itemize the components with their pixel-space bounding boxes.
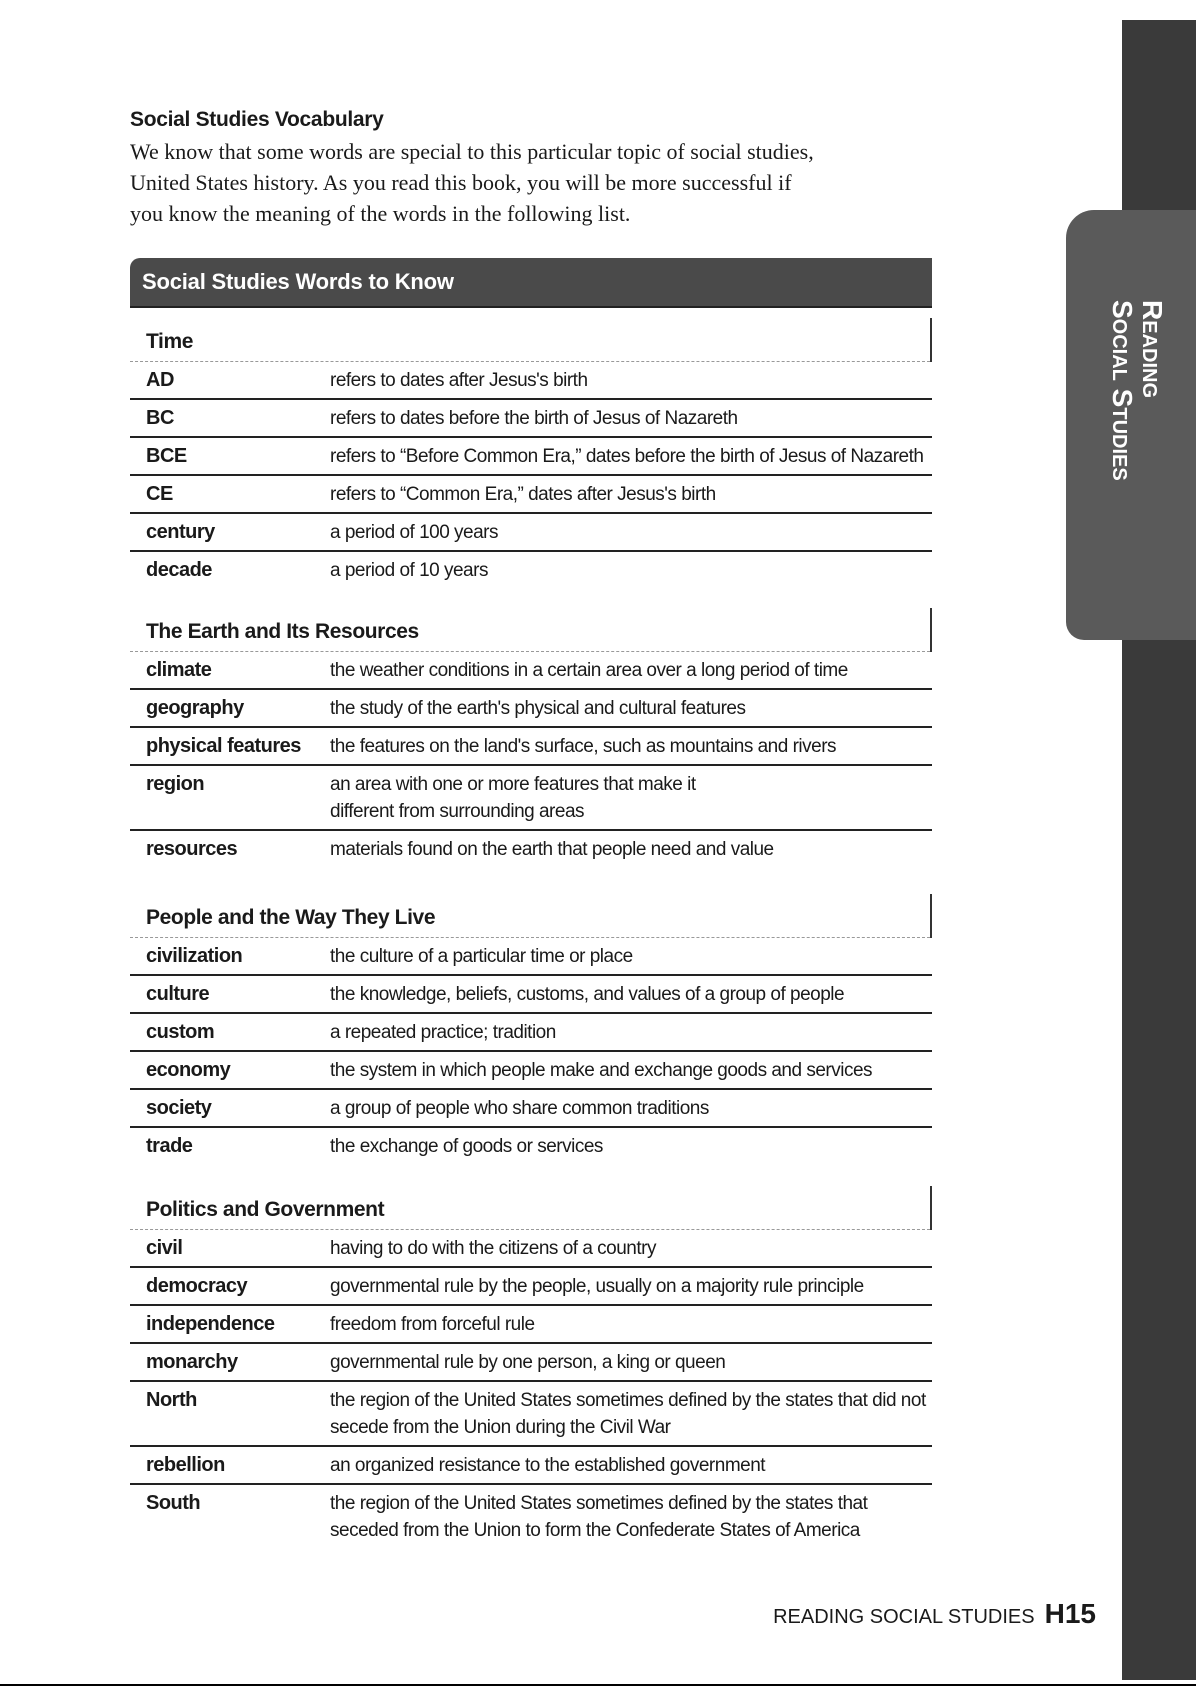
term: custom bbox=[146, 1021, 215, 1043]
term: independence bbox=[146, 1313, 275, 1335]
section-earth bbox=[130, 608, 932, 867]
definition: the region of the United States sometimes defined by the states that seceded from the Union to form the Confederate States of America bbox=[330, 1493, 868, 1541]
definition: the culture of a particular time or place bbox=[330, 946, 633, 967]
table-row bbox=[130, 1447, 932, 1485]
term: resources bbox=[146, 838, 238, 860]
definition: a group of people who share common traditions bbox=[330, 1098, 709, 1119]
term: South bbox=[146, 1492, 201, 1514]
term: decade bbox=[146, 559, 212, 581]
term: trade bbox=[146, 1135, 193, 1157]
footer-label: READING SOCIAL STUDIES bbox=[773, 1606, 1035, 1628]
definition: refers to “Before Common Era,” dates before the birth of Jesus of Nazareth bbox=[330, 446, 924, 467]
tab-line-2: Social Studies bbox=[1107, 300, 1138, 481]
table-row bbox=[130, 976, 932, 1014]
term: rebellion bbox=[146, 1454, 225, 1476]
table-row bbox=[130, 362, 932, 400]
term: civilization bbox=[146, 945, 243, 967]
section-title: Politics and Government bbox=[130, 1186, 932, 1230]
table-row bbox=[130, 1485, 932, 1548]
definition: the region of the United States sometimes defined by the states that did not secede from the Union during the Civil War bbox=[330, 1390, 926, 1438]
section-title: Time bbox=[130, 318, 932, 362]
definition: the features on the land's surface, such as mountains and rivers bbox=[330, 736, 837, 757]
box-header bbox=[130, 258, 932, 306]
definition: refers to “Common Era,” dates after Jesus's birth bbox=[330, 484, 716, 505]
definition: an organized resistance to the established government bbox=[330, 1455, 766, 1476]
definition: freedom from forceful rule bbox=[330, 1314, 535, 1335]
table-row bbox=[130, 1344, 932, 1382]
term: geography bbox=[146, 697, 244, 719]
term: CE bbox=[146, 483, 173, 505]
definition: governmental rule by one person, a king or queen bbox=[330, 1352, 726, 1373]
table-row bbox=[130, 1128, 932, 1164]
table-row bbox=[130, 1052, 932, 1090]
table-row bbox=[130, 476, 932, 514]
table-row bbox=[130, 400, 932, 438]
term: region bbox=[146, 773, 205, 795]
intro-title: Social Studies Vocabulary bbox=[130, 108, 384, 131]
table-row bbox=[130, 690, 932, 728]
definition: a repeated practice; tradition bbox=[330, 1022, 556, 1043]
term: civil bbox=[146, 1237, 183, 1259]
table-row bbox=[130, 1382, 932, 1447]
intro bbox=[130, 108, 830, 229]
table-row bbox=[130, 831, 932, 867]
page-number: H15 bbox=[1044, 1598, 1096, 1629]
section-title: The Earth and Its Resources bbox=[130, 608, 932, 652]
definition: having to do with the citizens of a country bbox=[330, 1238, 656, 1259]
definition: the study of the earth's physical and cultural features bbox=[330, 698, 746, 719]
definition: an area with one or more features that make it different from surrounding areas bbox=[330, 774, 696, 822]
table-row bbox=[130, 552, 932, 588]
term: physical features bbox=[146, 735, 301, 757]
term: climate bbox=[146, 659, 212, 681]
definition: refers to dates after Jesus's birth bbox=[330, 370, 588, 391]
definition: materials found on the earth that people need and value bbox=[330, 839, 774, 860]
table-row bbox=[130, 1306, 932, 1344]
section-title: People and the Way They Live bbox=[130, 894, 932, 938]
term: monarchy bbox=[146, 1351, 238, 1373]
table-row bbox=[130, 514, 932, 552]
intro-text: We know that some words are special to this particular topic of social studies, United States history. As you read this book, you will be more successful if you know the meaning of the words in the following list. bbox=[130, 139, 814, 226]
term: society bbox=[146, 1097, 212, 1119]
table-row bbox=[130, 766, 932, 831]
section-tab-label bbox=[1080, 300, 1170, 560]
table-row bbox=[130, 938, 932, 976]
term: economy bbox=[146, 1059, 231, 1081]
term: AD bbox=[146, 369, 174, 391]
section-time bbox=[130, 318, 932, 588]
table-row bbox=[130, 1268, 932, 1306]
term: North bbox=[146, 1389, 197, 1411]
definition: the exchange of goods or services bbox=[330, 1136, 603, 1157]
definition: the system in which people make and exchange goods and services bbox=[330, 1060, 873, 1081]
table-row bbox=[130, 1014, 932, 1052]
table-row bbox=[130, 438, 932, 476]
table-row bbox=[130, 1230, 932, 1268]
table-row bbox=[130, 652, 932, 690]
term: BCE bbox=[146, 445, 187, 467]
page-footer bbox=[773, 1598, 1096, 1630]
table-row bbox=[130, 1090, 932, 1128]
table-row bbox=[130, 728, 932, 766]
definition: the weather conditions in a certain area over a long period of time bbox=[330, 660, 848, 681]
definition: a period of 10 years bbox=[330, 560, 488, 581]
definition: governmental rule by the people, usually on a majority rule principle bbox=[330, 1276, 864, 1297]
box-title: Social Studies Words to Know bbox=[142, 269, 454, 294]
section-people bbox=[130, 894, 932, 1164]
definition: a period of 100 years bbox=[330, 522, 499, 543]
term: century bbox=[146, 521, 215, 543]
term: culture bbox=[146, 983, 210, 1005]
tab-line-1: Reading bbox=[1137, 300, 1168, 399]
definition: the knowledge, beliefs, customs, and values of a group of people bbox=[330, 984, 845, 1005]
term: BC bbox=[146, 407, 174, 429]
term: democracy bbox=[146, 1275, 248, 1297]
definition: refers to dates before the birth of Jesus of Nazareth bbox=[330, 408, 738, 429]
section-politics bbox=[130, 1186, 932, 1548]
